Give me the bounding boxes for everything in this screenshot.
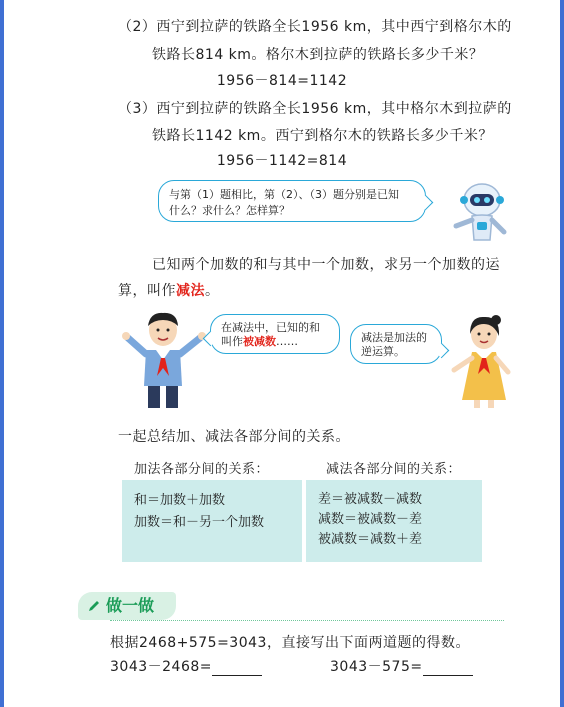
girl-speech-bubble: [350, 324, 442, 364]
boy-bubble-line1: 在减法中，已知的和: [221, 321, 320, 334]
robot-bubble-line1: 与第（1）题相比，第（2）、（3）题分别是已知: [169, 188, 399, 201]
problem2-equation: 1956－814=1142: [216, 73, 348, 89]
exercise-tag: 做一做: [78, 592, 176, 620]
subtraction-rule-1: 差＝被减数－减数: [318, 492, 423, 507]
term-minuend: 被减数: [243, 335, 276, 348]
girl-bubble-line2: 逆运算。: [361, 345, 405, 358]
page-frame-right: [560, 0, 564, 707]
robot-bubble-line2: 什么？求什么？怎样算？: [169, 204, 290, 217]
subtraction-rule-3: 被减数＝减数＋差: [318, 532, 423, 547]
definition-line1: 已知两个加数的和与其中一个加数，求另一个加数的运: [152, 257, 500, 273]
subtraction-heading: 减法各部分间的关系：: [326, 462, 462, 477]
summary-intro: 一起总结加、减法各部分间的关系。: [118, 429, 350, 445]
girl-illustration: [448, 314, 518, 410]
answer-blank-1[interactable]: [212, 661, 262, 676]
robot-speech-bubble: [158, 180, 426, 222]
subtraction-rule-2: 减数＝被减数－差: [318, 512, 423, 527]
boy-speech-bubble: [210, 314, 340, 354]
definition-line2: 算，叫作减法。: [118, 283, 220, 299]
addition-rule-1: 和＝加数＋加数: [134, 493, 226, 508]
exercise-instruction: 根据2468+575=3043，直接写出下面两道题的得数。: [110, 635, 470, 651]
subtraction-relations-box: [306, 480, 482, 562]
problem3-equation: 1956－1142=814: [216, 153, 348, 169]
problem2-line2: 铁路长814 km。格尔木到拉萨的铁路长多少千米？: [152, 47, 484, 63]
addition-relations-box: [122, 480, 302, 562]
problem3-line1: （3）西宁到拉萨的铁路全长1956 km，其中格尔木到拉萨的: [118, 101, 512, 117]
problem2-line1: （2）西宁到拉萨的铁路全长1956 km，其中西宁到格尔木的: [118, 19, 512, 35]
pencil-icon: [87, 599, 101, 613]
addition-rule-2: 加数＝和－另一个加数: [134, 515, 265, 530]
exercise-question-2: 3043－575=: [330, 656, 473, 676]
term-subtraction: 减法: [176, 283, 205, 299]
addition-heading: 加法各部分间的关系：: [134, 462, 270, 477]
problem3-line2: 铁路长1142 km。西宁到格尔木的铁路长多少千米？: [152, 128, 493, 144]
robot-illustration: [446, 180, 518, 244]
boy-illustration: [120, 310, 206, 410]
exercise-divider: [110, 620, 504, 621]
exercise-question-1: 3043－2468=: [110, 656, 262, 676]
boy-bubble-line2: 叫作被减数……: [221, 335, 298, 348]
page-frame-left: [0, 0, 4, 707]
girl-bubble-line1: 减法是加法的: [361, 331, 427, 344]
answer-blank-2[interactable]: [423, 661, 473, 676]
